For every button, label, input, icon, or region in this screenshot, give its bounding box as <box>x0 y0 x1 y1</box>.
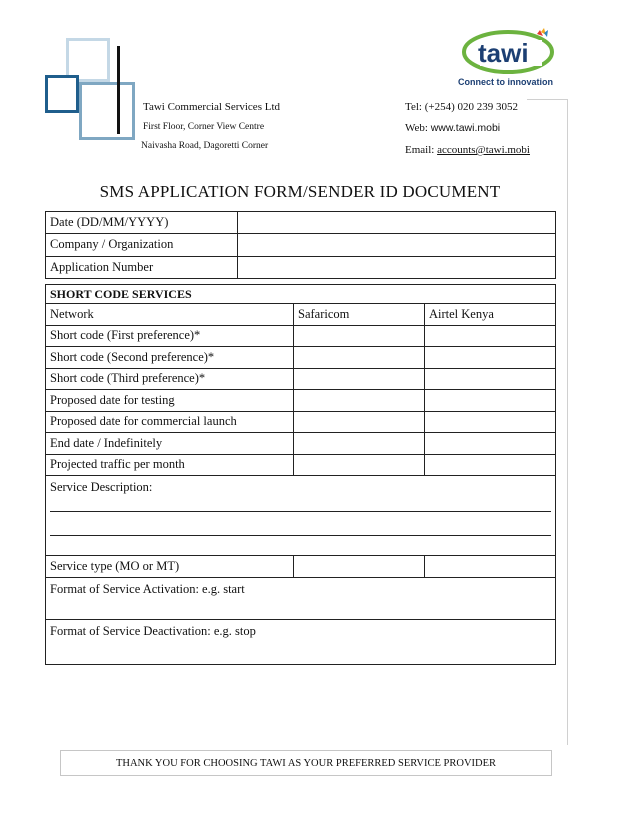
service-description-field[interactable] <box>46 476 556 556</box>
row-label: Short code (First preference)* <box>46 325 294 347</box>
table-row <box>46 390 556 412</box>
network-safaricom: Safaricom <box>294 304 425 326</box>
airtel-field[interactable] <box>425 556 556 578</box>
safaricom-field[interactable] <box>294 556 425 578</box>
row-label: Proposed date for testing <box>46 390 294 412</box>
address-line-2: Naivasha Road, Dagoretti Corner <box>141 141 269 151</box>
page-rule-horizontal <box>527 99 568 100</box>
network-airtel: Airtel Kenya <box>425 304 556 326</box>
service-type-row <box>46 556 556 578</box>
row-label: End date / Indefinitely <box>46 433 294 455</box>
form-title: SMS APPLICATION FORM/SENDER ID DOCUMENT <box>99 182 501 201</box>
row-label: Short code (Second preference)* <box>46 347 294 369</box>
activation-label: Format of Service Activation: e.g. start <box>50 581 245 596</box>
safaricom-field[interactable] <box>294 433 425 455</box>
table-row <box>46 256 556 278</box>
table-row <box>46 433 556 455</box>
airtel-field[interactable] <box>425 347 556 369</box>
company-field[interactable] <box>238 234 556 256</box>
section-heading-row <box>46 285 556 304</box>
activation-field[interactable] <box>46 577 556 619</box>
decorative-square-dark <box>45 75 79 113</box>
address-line-1: First Floor, Corner View Centre <box>143 122 265 132</box>
row-label: Short code (Third preference)* <box>46 368 294 390</box>
table-row <box>46 234 556 256</box>
applicant-table <box>45 211 556 279</box>
airtel-field[interactable] <box>425 411 556 433</box>
safaricom-field[interactable] <box>294 347 425 369</box>
decorative-vertical-bar <box>117 46 120 134</box>
table-row <box>46 325 556 347</box>
airtel-field[interactable] <box>425 325 556 347</box>
writing-line <box>50 511 551 512</box>
website <box>405 122 500 134</box>
tel-value: (+254) 020 239 3052 <box>424 101 518 113</box>
table-row <box>46 368 556 390</box>
email-link[interactable]: accounts@tawi.mobi <box>437 144 530 156</box>
tel-label: Tel: <box>405 101 422 113</box>
airtel-field[interactable] <box>425 390 556 412</box>
safaricom-field[interactable] <box>294 411 425 433</box>
table-row <box>46 347 556 369</box>
writing-line <box>50 535 551 536</box>
service-description-label: Service Description: <box>50 480 153 494</box>
row-label: Projected traffic per month <box>46 454 294 476</box>
company-name: Tawi Commercial Services Ltd <box>143 101 280 113</box>
table-row <box>46 454 556 476</box>
row-label: Proposed date for commercial launch <box>46 411 294 433</box>
table-row <box>46 212 556 234</box>
network-row <box>46 304 556 326</box>
airtel-field[interactable] <box>425 454 556 476</box>
deactivation-label: Format of Service Deactivation: e.g. stop <box>50 623 256 638</box>
email <box>405 144 530 156</box>
email-label: Email: <box>405 144 435 156</box>
web-label: Web: <box>405 122 428 134</box>
deactivation-row <box>46 619 556 664</box>
safaricom-field[interactable] <box>294 390 425 412</box>
service-description-row <box>46 476 556 556</box>
logo-tagline: Connect to innovation <box>458 77 553 87</box>
safaricom-field[interactable] <box>294 368 425 390</box>
airtel-field[interactable] <box>425 368 556 390</box>
row-label: Application Number <box>46 256 238 278</box>
table-row <box>46 411 556 433</box>
safaricom-field[interactable] <box>294 454 425 476</box>
section-heading: SHORT CODE SERVICES <box>46 285 556 304</box>
decorative-square-mid <box>79 82 135 140</box>
row-label: Date (DD/MM/YYYY) <box>46 212 238 234</box>
airtel-field[interactable] <box>425 433 556 455</box>
application-number-field[interactable] <box>238 256 556 278</box>
web-link[interactable]: www.tawi.mobi <box>430 122 501 134</box>
deactivation-field[interactable] <box>46 619 556 664</box>
date-field[interactable] <box>238 212 556 234</box>
activation-row <box>46 577 556 619</box>
telephone <box>405 101 518 113</box>
row-label: Company / Organization <box>46 234 238 256</box>
footer-thank-you: THANK YOU FOR CHOOSING TAWI AS YOUR PREFERRED SERVICE PROVIDER <box>60 750 552 776</box>
row-label: Service type (MO or MT) <box>46 556 294 578</box>
short-code-table <box>45 284 556 665</box>
network-label: Network <box>46 304 294 326</box>
logo-wordmark: tawi <box>478 38 529 68</box>
safaricom-field[interactable] <box>294 325 425 347</box>
